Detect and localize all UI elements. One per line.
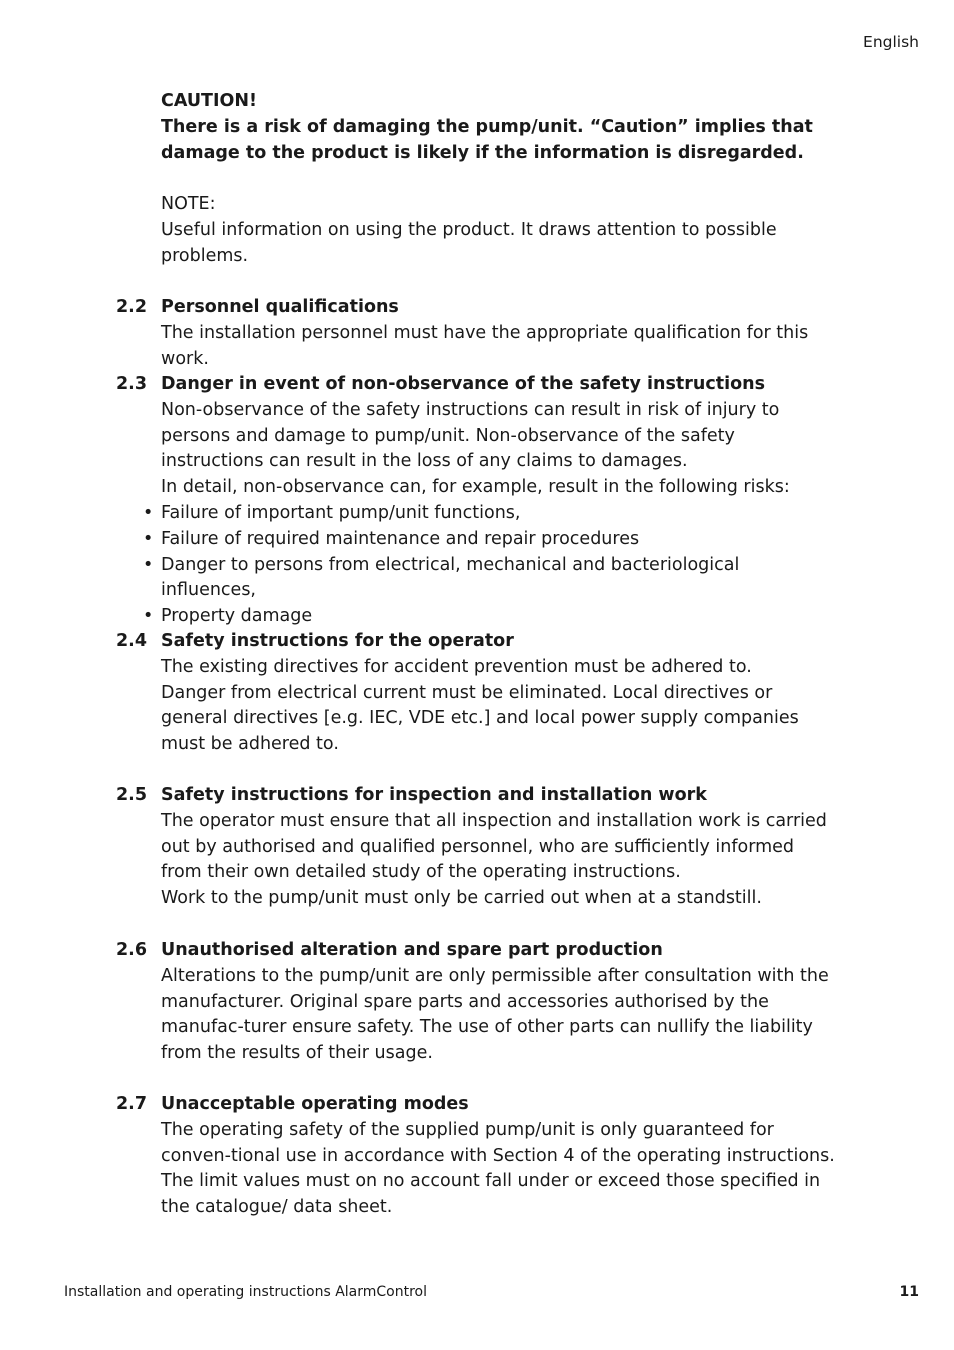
paragraph: The operator must ensure that all inspection and installation work is carried out by authorised and qualified personnel, who are sufficiently informed from their own detailed study of the operating instructions.: [161, 810, 827, 883]
caution-notice: [161, 89, 841, 166]
section-number: 2.6: [116, 940, 148, 960]
section-2-3: [116, 372, 836, 630]
paragraph: Danger from electrical current must be eliminated. Local directives or general directives [e.g. IEC, VDE etc.] and local power supply companies must be adhered to.: [161, 682, 799, 755]
paragraph: Work to the pump/unit must only be carried out when at a standstill.: [161, 888, 762, 909]
note-text: Useful information on using the product. It draws attention to possible problems.: [161, 219, 777, 266]
section-body: [161, 1118, 836, 1221]
section-number: 2.4: [116, 631, 148, 651]
list-item: • Failure of important pump/unit functions,: [161, 501, 836, 527]
paragraph: The installation personnel must have the appropriate qualification for this work.: [161, 322, 809, 369]
section-body: [161, 398, 836, 501]
section-number: 2.7: [116, 1094, 148, 1114]
section-heading: [116, 783, 836, 809]
section-2-5: [116, 783, 836, 912]
section-heading: [116, 629, 836, 655]
section-body: [161, 964, 836, 1067]
paragraph: The operating safety of the supplied pump/unit is only guaranteed for conven-tional use in accordance with Section 4 of the operating instructions. The limit values must on no account fall under or exceed those specified in the catalogue/ data sheet.: [161, 1119, 835, 1218]
section-heading: [116, 1092, 836, 1118]
list-item: • Property damage: [161, 604, 836, 630]
section-number: 2.5: [116, 785, 148, 805]
footer-document-title: Installation and operating instructions AlarmControl: [64, 1284, 428, 1300]
section-2-7: [116, 1092, 836, 1221]
section-body: [161, 321, 836, 373]
section-title: Safety instructions for the operator: [161, 631, 514, 651]
risk-list: [161, 501, 836, 630]
section-number: 2.3: [116, 374, 148, 394]
page-language-label: English: [863, 33, 919, 51]
caution-text: There is a risk of damaging the pump/unit. “Caution” implies that damage to the product is likely if the information is disregarded.: [161, 116, 813, 163]
section-2-6: [116, 938, 836, 1067]
section-2-4: [116, 629, 836, 758]
footer-page-number: 11: [899, 1284, 919, 1300]
section-body: [161, 655, 836, 758]
paragraph: The existing directives for accident prevention must be adhered to.: [161, 656, 752, 677]
caution-label: CAUTION!: [161, 91, 258, 111]
section-title: Personnel qualifications: [161, 297, 399, 317]
list-item: • Danger to persons from electrical, mechanical and bacteriological influences,: [161, 553, 836, 605]
paragraph: Non-observance of the safety instructions can result in risk of injury to persons and damage to pump/unit. Non-observance of the safety instructions can result in the loss of any claims to damages.: [161, 399, 780, 472]
section-body: [161, 809, 836, 912]
section-title: Safety instructions for inspection and installation work: [161, 785, 707, 805]
section-heading: [116, 372, 836, 398]
note-notice: [161, 192, 841, 269]
paragraph: In detail, non-observance can, for example, result in the following risks:: [161, 477, 790, 498]
note-label: NOTE:: [161, 194, 216, 214]
section-heading: [116, 938, 836, 964]
section-number: 2.2: [116, 297, 148, 317]
section-heading: [116, 295, 836, 321]
section-title: Unauthorised alteration and spare part production: [161, 940, 663, 960]
list-item: • Failure of required maintenance and repair procedures: [161, 527, 836, 553]
section-2-2: [116, 295, 836, 372]
paragraph: Alterations to the pump/unit are only permissible after consultation with the manufacturer. Original spare parts and accessories authorised by the manufac-turer ensure safety. The use of other parts can nullify the liability from the results of their usage.: [161, 965, 829, 1064]
section-title: Unacceptable operating modes: [161, 1094, 469, 1114]
section-title: Danger in event of non-observance of the safety instructions: [161, 374, 765, 394]
